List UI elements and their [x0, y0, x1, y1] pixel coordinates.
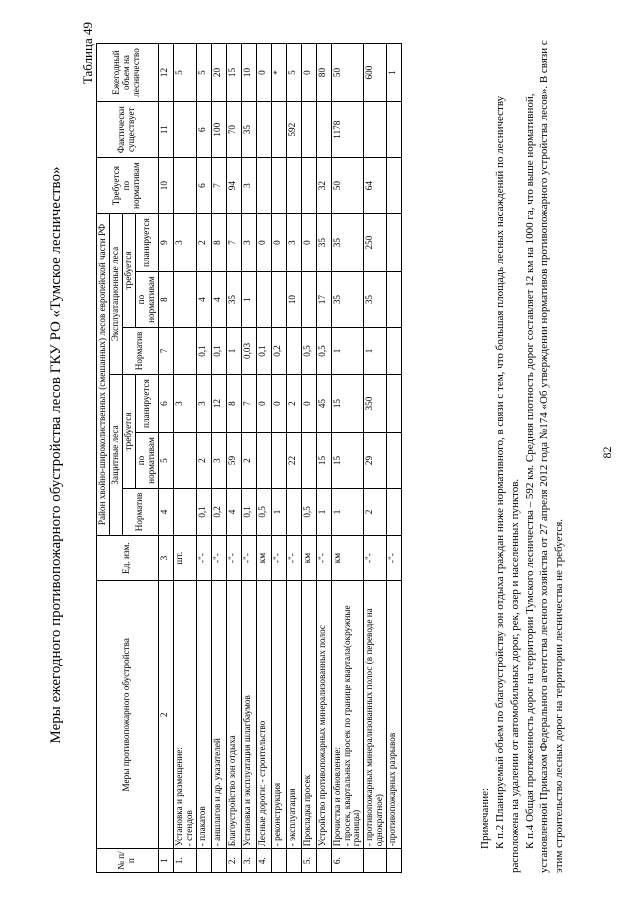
header-required: Требуется по нормативам	[97, 158, 159, 214]
measure-cell: - плакатов	[196, 581, 211, 849]
measure-cell: Благоустройство зон отдыха	[226, 581, 241, 849]
value-cell	[256, 158, 271, 214]
column-numbers-row	[158, 44, 173, 873]
value-cell: 0,5	[301, 327, 316, 374]
unit-cell: км	[331, 535, 364, 580]
note-4: К п.4 Общая протяженность дорог на территории Тумского лесничества – 592 км. Средняя плотность дорог составляет 12 км на 1000 га, что выше нормативной, установленной Приказом Федерального агентства лесного хозяйства от 27 апреля 2012 года №174 «Об утверждении нормативов противопожарного устройства лесов». В связи с этим строительство лесных дорог на территории лесничества не требуется.	[523, 40, 566, 873]
value-cell: 0	[256, 214, 271, 272]
value-cell: 0	[301, 214, 316, 272]
value-cell: 8	[226, 374, 241, 432]
row-number-cell: 3.	[241, 849, 256, 873]
value-cell: 0,1	[241, 488, 256, 535]
value-cell: 592	[286, 102, 301, 158]
value-cell	[387, 374, 402, 432]
unit-cell: -"-	[364, 535, 387, 580]
value-cell: 1	[316, 488, 331, 535]
value-cell: 94	[226, 158, 241, 214]
value-cell: 0,1	[196, 488, 211, 535]
unit-cell: -"-	[241, 535, 256, 580]
table-body	[97, 44, 402, 873]
value-cell: 0,1	[211, 327, 226, 374]
unit-cell: -"-	[387, 535, 402, 580]
value-cell: 1	[271, 488, 286, 535]
table-row	[173, 44, 196, 873]
value-cell: 10	[241, 44, 256, 102]
row-number-cell	[211, 849, 226, 873]
column-number-cell: 7	[158, 327, 173, 374]
value-cell: 2	[364, 488, 387, 535]
value-cell: 32	[316, 158, 331, 214]
value-cell: 1	[331, 327, 364, 374]
value-cell	[301, 272, 316, 328]
value-cell: 0,5	[256, 488, 271, 535]
value-cell	[387, 327, 402, 374]
value-cell	[316, 102, 331, 158]
value-cell: 17	[316, 272, 331, 328]
unit-cell: шт.	[173, 535, 196, 580]
value-cell: 4	[196, 272, 211, 328]
row-number-cell	[196, 849, 211, 873]
table-row	[256, 44, 271, 873]
value-cell	[271, 102, 286, 158]
row-number-cell	[286, 849, 301, 873]
measure-cell: - противопожарных минерализованных полос (в переводе на однократное)	[364, 581, 387, 849]
header-measures: Меры противопожарного обустройства	[97, 581, 159, 849]
value-cell: 10	[286, 272, 301, 328]
value-cell: 3	[196, 374, 211, 432]
value-cell: 1178	[331, 102, 364, 158]
table-row	[211, 44, 226, 873]
measure-cell: - реконструкция	[271, 581, 286, 849]
value-cell: 35	[241, 102, 256, 158]
value-cell: 6	[196, 158, 211, 214]
column-number-cell: 2	[158, 581, 173, 849]
value-cell: 35	[316, 214, 331, 272]
value-cell: 80	[316, 44, 331, 102]
value-cell	[387, 488, 402, 535]
value-cell	[286, 488, 301, 535]
header-required-sub-2: требуется	[122, 214, 135, 328]
value-cell: 250	[364, 214, 387, 272]
value-cell: 100	[211, 102, 226, 158]
row-number-cell: 4.	[256, 849, 271, 873]
table-row	[387, 44, 402, 873]
value-cell: 22	[286, 433, 301, 489]
header-by-norm-1: по нормативам	[135, 433, 158, 489]
value-cell: 35	[364, 272, 387, 328]
row-number-cell: 5.	[301, 849, 316, 873]
measure-cell: Установка и эксплуатация шлагбаумов	[241, 581, 256, 849]
value-cell: 0	[271, 374, 286, 432]
value-cell: 15	[331, 433, 364, 489]
notes	[478, 38, 567, 873]
measure-cell: -противопожарных разрывов	[387, 581, 402, 849]
column-number-cell: 10	[158, 158, 173, 214]
value-cell: 0,2	[271, 327, 286, 374]
value-cell: 0	[256, 374, 271, 432]
measure-cell: Прочистка и обновление: - просек, квартальных просек по границе квартала(окружные границы)	[331, 581, 364, 849]
table-row	[226, 44, 241, 873]
page-title: Меры ежегодного противопожарного обустройства лесов ГКУ РО «Тумское лесничество»	[48, 166, 64, 744]
unit-cell: -"-	[271, 535, 286, 580]
table-number: Таблица 49	[80, 22, 95, 85]
unit-cell: -"-	[226, 535, 241, 580]
table-row	[271, 44, 286, 873]
table-row	[241, 44, 256, 873]
value-cell: 600	[364, 44, 387, 102]
table-row	[196, 44, 211, 873]
table-row	[286, 44, 301, 873]
header-required-sub-1: требуется	[122, 374, 135, 488]
value-cell	[387, 214, 402, 272]
notes-heading: Примечание:	[479, 787, 491, 849]
row-number-cell: 1.	[173, 849, 196, 873]
value-cell: 3	[286, 214, 301, 272]
row-number-cell: 2.	[226, 849, 241, 873]
value-cell: 0,5	[301, 488, 316, 535]
value-cell	[173, 272, 196, 328]
header-unit: Ед. изм.	[97, 535, 159, 580]
value-cell: 0	[256, 44, 271, 102]
value-cell: 12	[211, 374, 226, 432]
value-cell: 0,03	[241, 327, 256, 374]
row-number-cell	[316, 849, 331, 873]
value-cell: 70	[226, 102, 241, 158]
row-number-cell	[271, 849, 286, 873]
value-cell: 350	[364, 374, 387, 432]
value-cell: 1	[331, 488, 364, 535]
measure-cell: Установка и размещение: - стендов	[173, 581, 196, 849]
value-cell	[387, 102, 402, 158]
table-row	[301, 44, 316, 873]
value-cell	[301, 158, 316, 214]
value-cell: 2	[241, 433, 256, 489]
value-cell	[256, 272, 271, 328]
value-cell: 0	[301, 44, 316, 102]
value-cell	[256, 433, 271, 489]
value-cell: 0,1	[256, 327, 271, 374]
value-cell: 50	[331, 44, 364, 102]
column-number-cell: 5	[158, 433, 173, 489]
value-cell: 0,1	[196, 327, 211, 374]
measures-table	[96, 43, 402, 873]
value-cell: 7	[211, 158, 226, 214]
value-cell: 3	[241, 214, 256, 272]
measure-cell: - аншлагов и др. указателей	[211, 581, 226, 849]
value-cell	[387, 158, 402, 214]
header-planned-1: планируется	[135, 374, 158, 432]
value-cell: 35	[331, 214, 364, 272]
value-cell	[271, 158, 286, 214]
value-cell: 15	[316, 433, 331, 489]
header-norm-1: Норматив	[122, 488, 158, 535]
value-cell	[387, 433, 402, 489]
table-row	[331, 44, 364, 873]
value-cell: *	[271, 44, 286, 102]
unit-cell: км	[256, 535, 271, 580]
value-cell: 3	[173, 374, 196, 432]
header-annual: Ежегодный объем на лесничество	[97, 44, 159, 102]
value-cell: 15	[331, 374, 364, 432]
value-cell: 0,2	[211, 488, 226, 535]
value-cell	[301, 433, 316, 489]
column-number-cell: 3	[158, 535, 173, 580]
column-number-cell: 4	[158, 488, 173, 535]
unit-cell: -"-	[316, 535, 331, 580]
value-cell	[173, 102, 196, 158]
unit-cell: -"-	[196, 535, 211, 580]
value-cell: 29	[364, 433, 387, 489]
value-cell	[173, 158, 196, 214]
unit-cell: км	[301, 535, 316, 580]
column-number-cell: 12	[158, 44, 173, 102]
value-cell: 1	[364, 327, 387, 374]
value-cell	[301, 102, 316, 158]
page-number: 82	[600, 446, 614, 459]
value-cell	[271, 433, 286, 489]
unit-cell: -"-	[286, 535, 301, 580]
value-cell: 7	[241, 374, 256, 432]
value-cell	[364, 102, 387, 158]
header-region: Район хвойно-широколиственных (смешанных) лесов европейской части РФ	[97, 214, 110, 536]
unit-cell: -"-	[211, 535, 226, 580]
value-cell: 0	[301, 374, 316, 432]
value-cell: 8	[211, 214, 226, 272]
header-exploitation: Эксплуатационные леса	[109, 214, 122, 375]
column-number-cell: 11	[158, 102, 173, 158]
header-norm-2: Норматив	[122, 327, 158, 374]
measure-cell: Лесные дороги: - строительство	[256, 581, 271, 849]
value-cell: 2	[196, 214, 211, 272]
value-cell: 59	[226, 433, 241, 489]
value-cell	[387, 272, 402, 328]
value-cell: 35	[226, 272, 241, 328]
column-number-cell: 9	[158, 214, 173, 272]
header-actual: Фактически существует	[97, 102, 159, 158]
value-cell: 50	[331, 158, 364, 214]
value-cell: 2	[286, 374, 301, 432]
table-row	[316, 44, 331, 873]
row-number-cell	[364, 849, 387, 873]
header-num: № п/п	[97, 849, 159, 873]
value-cell: 6	[196, 102, 211, 158]
value-cell: 3	[241, 158, 256, 214]
value-cell: 64	[364, 158, 387, 214]
value-cell	[173, 433, 196, 489]
value-cell: 15	[226, 44, 241, 102]
value-cell: 1	[387, 44, 402, 102]
value-cell: 5	[173, 44, 196, 102]
column-number-cell: 1	[158, 849, 173, 873]
measure-cell: - эксплуатация	[286, 581, 301, 849]
value-cell: 35	[331, 272, 364, 328]
table-row	[364, 44, 387, 873]
value-cell: 7	[226, 214, 241, 272]
value-cell: 1	[226, 327, 241, 374]
row-number-cell	[387, 849, 402, 873]
note-2: К п.2 Планируемый объем по благоустройству зон отдыха граждан ниже нормативного, в связи с тем, что большая площадь лесных насаждений по лесничеству расположена на удалении от автомобильных дорог, рек, озер и населенных пунктов.	[493, 95, 521, 873]
value-cell	[173, 488, 196, 535]
measure-cell: Устройство противопожарных минерализованных полос	[316, 581, 331, 849]
value-cell	[286, 158, 301, 214]
value-cell: 20	[211, 44, 226, 102]
value-cell	[271, 272, 286, 328]
column-number-cell: 6	[158, 374, 173, 432]
column-number-cell: 8	[158, 272, 173, 328]
row-number-cell: 6.	[331, 849, 364, 873]
value-cell	[256, 102, 271, 158]
value-cell	[286, 327, 301, 374]
value-cell: 45	[316, 374, 331, 432]
value-cell: 4	[226, 488, 241, 535]
value-cell: 2	[196, 433, 211, 489]
header-by-norm-2: по нормативам	[135, 272, 158, 328]
value-cell: 1	[241, 272, 256, 328]
value-cell: 3	[173, 214, 196, 272]
header-planned-2: планируется	[135, 214, 158, 272]
header-protective: Защитные леса	[109, 374, 122, 535]
value-cell: 4	[211, 272, 226, 328]
value-cell: 3	[211, 433, 226, 489]
value-cell: 0,5	[316, 327, 331, 374]
value-cell: 5	[196, 44, 211, 102]
value-cell: 5	[286, 44, 301, 102]
value-cell: 0	[271, 214, 286, 272]
value-cell	[173, 327, 196, 374]
measure-cell: Прокладка просек	[301, 581, 316, 849]
